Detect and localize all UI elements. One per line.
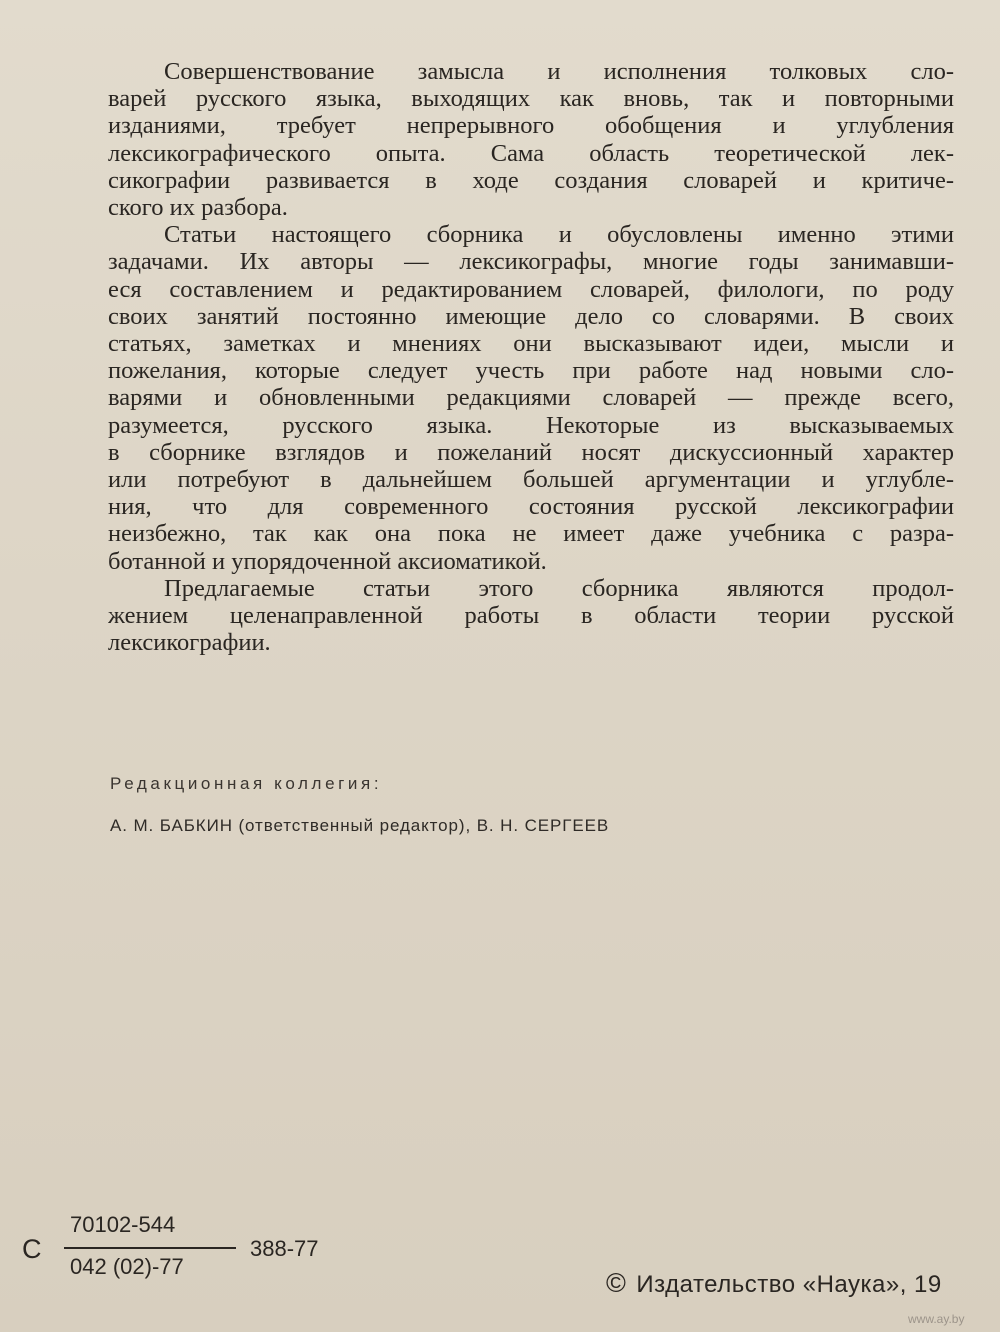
text-line: Предлагаемые статьи этого сборника являются продол- — [164, 574, 954, 602]
text-line: в сборнике взглядов и пожеланий носят дискуссионный характер — [108, 438, 954, 466]
editorial-board-heading: Редакционная коллегия: — [110, 774, 383, 793]
text-line: пожелания, которые следует учесть при работе над новыми сло- — [108, 357, 954, 385]
text-line: ботанной и упорядоченной аксиоматикой. — [108, 547, 547, 575]
paragraph-1 — [108, 58, 954, 221]
text-line: жением целенаправленной работы в области теории русской — [108, 602, 954, 630]
text-line: разумеется, русского языка. Некоторые из высказываемых — [108, 411, 954, 439]
text-line: лексикографии. — [108, 629, 271, 657]
text-line: своих занятий постоянно имеющие дело со словарями. В своих — [108, 302, 954, 330]
text-line: варями и обновленными редакциями словарей — прежде всего, — [108, 384, 954, 412]
catalog-code — [22, 1212, 322, 1302]
copyright-icon: © — [606, 1268, 627, 1298]
catalog-code-side: 388-77 — [250, 1236, 319, 1261]
text-line: или потребуют в дальнейшем большей аргументации и углубле- — [108, 466, 954, 494]
catalog-code-numerator: 70102-544 — [70, 1212, 176, 1237]
text-line: еся составлением и редактированием словарей, филологи, по роду — [108, 275, 954, 303]
editorial-board-members: А. М. БАБКИН (ответственный редактор), В. Н. СЕРГЕЕВ — [110, 816, 610, 835]
text-line: сикографии развивается в ходе создания словарей и критиче- — [108, 166, 954, 194]
paragraph-2 — [108, 221, 954, 575]
watermark: www.ay.by — [908, 1312, 965, 1326]
text-line: задачами. Их авторы — лексикографы, многие годы занимавши- — [108, 248, 954, 276]
copyright-line — [606, 1268, 942, 1299]
text-line: изданиями, требует непрерывного обобщения и углубления — [108, 112, 954, 140]
paragraph-3 — [108, 575, 954, 657]
text-line: ского их разбора. — [108, 194, 288, 222]
text-line: Статьи настоящего сборника и обусловлены именно этими — [164, 221, 954, 249]
catalog-code-fraction-rule — [64, 1247, 236, 1249]
text-line: лексикографического опыта. Сама область теоретической лек- — [108, 139, 954, 167]
copyright-text: Издательство «Наука», 19 — [636, 1271, 942, 1298]
text-line: неизбежно, так как она пока не имеет даже учебника с разра- — [108, 520, 954, 548]
catalog-code-denominator: 042 (02)-77 — [70, 1254, 184, 1279]
text-line: статьях, заметках и мнениях они высказывают идеи, мысли и — [108, 330, 954, 358]
body-text — [108, 58, 954, 656]
text-line: Совершенствование замысла и исполнения толковых сло- — [164, 58, 954, 85]
text-line: варей русского языка, выходящих как вновь, так и повторными — [108, 85, 954, 113]
catalog-code-letter: С — [22, 1234, 42, 1264]
text-line: ния, что для современного состояния русской лексикографии — [108, 493, 954, 521]
